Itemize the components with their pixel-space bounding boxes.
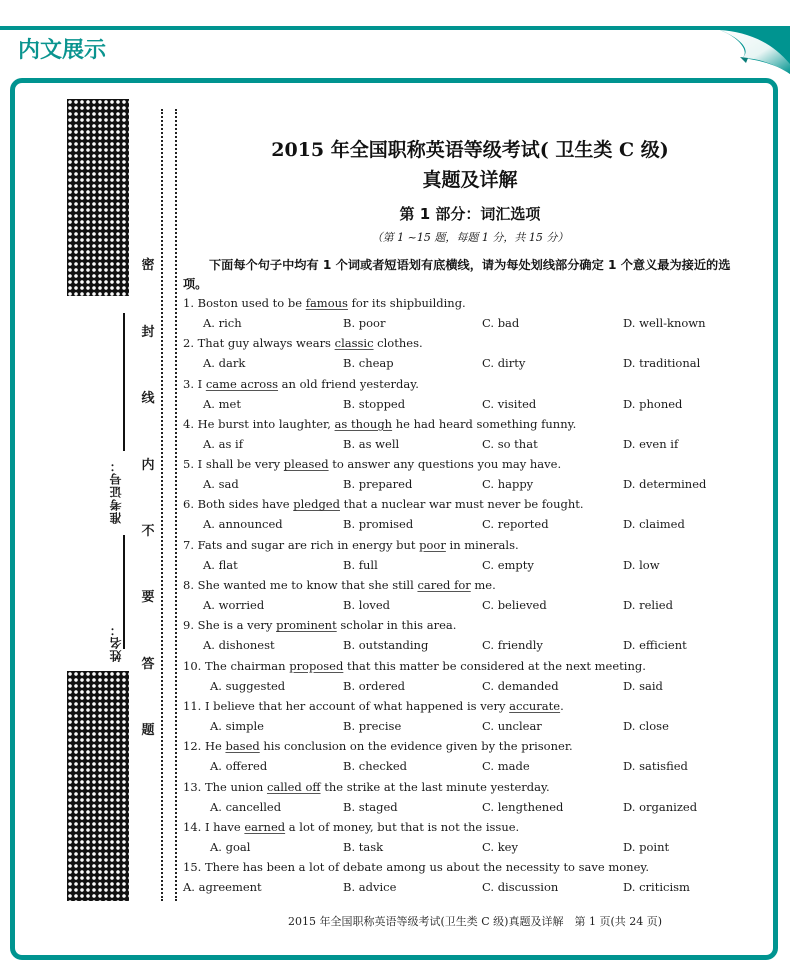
answer-option-d: D. low: [623, 557, 660, 572]
seal-char: 答: [141, 657, 155, 672]
answer-option-c: C. dirty: [482, 356, 526, 371]
answer-options: [183, 635, 753, 655]
question-text: I shall be very: [197, 457, 284, 472]
underlined-term: proposed: [289, 658, 344, 673]
answer-option-b: B. loved: [343, 598, 391, 613]
answer-option-a: A. dishonest: [203, 638, 275, 653]
question-text: clothes.: [373, 336, 423, 351]
answer-option-a: A. rich: [203, 316, 242, 330]
question-item: [183, 696, 753, 736]
question-item: [183, 333, 753, 373]
question-text: that a nuclear war must never be fought.: [339, 497, 584, 512]
answer-option-a: A. goal: [210, 839, 251, 854]
id-number-label: 准考证号：: [109, 459, 123, 524]
answer-option-a: A. flat: [203, 557, 238, 572]
question-stem: [183, 615, 753, 635]
question-number: 14.: [183, 819, 202, 834]
binding-dashed-line: [161, 109, 163, 901]
seal-char: 密: [141, 258, 155, 273]
question-number: 6.: [183, 497, 194, 512]
answer-option-a: A. cancelled: [210, 799, 282, 814]
seal-char: 不: [141, 524, 155, 539]
answer-option-a: A. announced: [203, 517, 283, 532]
answer-option-c: C. lengthened: [482, 799, 564, 814]
question-text: to answer any questions you may have.: [328, 457, 562, 472]
question-item: [183, 575, 753, 615]
page-curl-decoration: [700, 30, 790, 74]
question-number: 3.: [183, 376, 194, 391]
answer-option-b: B. as well: [343, 436, 400, 451]
page-footer: 2015 年全国职称英语等级考试(卫生类 C 级)真题及详解 第 1 页(共 24 页): [287, 915, 663, 928]
answer-option-c: C. key: [482, 839, 518, 854]
question-number: 12.: [183, 739, 202, 754]
question-stem: [183, 374, 753, 394]
underlined-term: classic: [334, 336, 374, 351]
answer-options: [183, 756, 753, 776]
underlined-term: accurate: [509, 698, 561, 713]
id-number-blank: [123, 313, 125, 451]
question-number: 10.: [183, 658, 202, 673]
question-text: He burst into laughter,: [197, 416, 335, 431]
answer-option-a: A. sad: [203, 477, 239, 492]
question-text: He: [204, 739, 226, 754]
header-band: [0, 26, 790, 30]
answer-options: [183, 394, 753, 414]
question-item: [183, 736, 753, 776]
question-text: She wanted me to know that she still: [197, 578, 418, 593]
question-stem: [183, 696, 753, 716]
answer-options: [183, 877, 753, 897]
question-stem: [183, 414, 753, 434]
question-item: [183, 777, 753, 817]
answer-option-d: D. relied: [623, 598, 673, 613]
underlined-term: called off: [266, 779, 321, 794]
underlined-term: based: [225, 739, 260, 754]
answer-options: [183, 514, 753, 534]
answer-option-b: B. checked: [343, 759, 407, 774]
answer-option-d: D. satisfied: [623, 759, 688, 774]
answer-option-c: C. visited: [482, 396, 537, 411]
answer-option-b: B. ordered: [343, 678, 406, 693]
answer-option-d: D. close: [623, 718, 669, 733]
question-text: I have: [204, 819, 245, 834]
question-number: 5.: [183, 457, 194, 472]
answer-option-c: C. made: [482, 759, 530, 774]
answer-option-a: A. worried: [203, 598, 265, 613]
answer-option-b: B. poor: [343, 316, 386, 330]
answer-option-a: A. as if: [203, 436, 243, 451]
question-list: [183, 293, 753, 897]
question-text: the strike at the last minute yesterday.: [320, 779, 550, 794]
underlined-term: pledged: [293, 497, 340, 512]
question-text: I believe that her account of what happened is very: [204, 698, 510, 713]
seal-char: 线: [141, 391, 155, 406]
question-text: Both sides have: [197, 497, 294, 512]
question-text: The chairman: [204, 658, 290, 673]
underlined-term: came across: [205, 376, 279, 391]
answer-option-d: D. organized: [623, 799, 698, 814]
answer-option-c: C. reported: [482, 517, 549, 532]
answer-option-b: B. outstanding: [343, 638, 429, 653]
answer-option-a: A. agreement: [183, 880, 262, 895]
question-stem: [183, 736, 753, 756]
question-stem: [183, 535, 753, 555]
answer-options: [183, 434, 753, 454]
answer-option-c: C. empty: [482, 557, 534, 572]
question-text: Fats and sugar are rich in energy but: [197, 537, 420, 552]
answer-options: [183, 474, 753, 494]
answer-option-c: C. discussion: [482, 880, 559, 895]
document-frame: [10, 78, 778, 960]
answer-options: [183, 797, 753, 817]
answer-option-a: A. offered: [210, 759, 268, 774]
question-number: 9.: [183, 618, 194, 633]
answer-option-b: B. full: [343, 557, 378, 572]
underlined-term: cared for: [417, 578, 471, 593]
question-stem: [183, 857, 753, 877]
answer-options: [183, 313, 753, 333]
question-item: [183, 374, 753, 414]
answer-options: [183, 837, 753, 857]
answer-option-b: B. prepared: [343, 477, 413, 492]
question-text: an old friend yesterday.: [278, 376, 419, 391]
exam-page: [15, 83, 773, 955]
question-text: his conclusion on the evidence given by the prisoner.: [259, 739, 573, 754]
answer-option-c: C. happy: [482, 477, 534, 492]
seal-char: 题: [141, 723, 155, 738]
question-number: 2.: [183, 336, 194, 351]
question-text: .: [560, 698, 564, 713]
question-stem: [183, 293, 753, 313]
question-number: 4.: [183, 416, 194, 431]
question-text: The union: [204, 779, 267, 794]
seal-char: 内: [141, 458, 155, 473]
answer-option-c: C. unclear: [482, 718, 542, 733]
part-title: 第 1 部分：词汇选项: [399, 205, 541, 223]
answer-option-c: C. bad: [482, 316, 520, 330]
answer-options: [183, 595, 753, 615]
answer-option-c: C. so that: [482, 436, 538, 451]
question-item: [183, 817, 753, 857]
answer-option-d: D. traditional: [623, 356, 701, 371]
question-text: a lot of money, but that is not the issue.: [285, 819, 520, 834]
answer-options: [183, 555, 753, 575]
question-item: [183, 615, 753, 655]
answer-option-b: B. cheap: [343, 356, 394, 371]
answer-options: [183, 676, 753, 696]
question-item: [183, 494, 753, 534]
question-text: for its shipbuilding.: [347, 296, 466, 310]
question-stem: [183, 817, 753, 837]
question-item: [183, 293, 753, 333]
binding-dashed-line: [175, 109, 177, 901]
question-text: That guy always wears: [197, 336, 335, 351]
answer-option-b: B. staged: [343, 799, 398, 814]
exam-title: 2015 年全国职称英语等级考试( 卫生类 C 级): [271, 139, 669, 161]
question-number: 13.: [183, 779, 202, 794]
question-text: She is a very: [197, 618, 277, 633]
answer-option-a: A. dark: [203, 356, 246, 371]
question-stem: [183, 575, 753, 595]
answer-option-b: B. promised: [343, 517, 414, 532]
answer-option-d: D. point: [623, 839, 670, 854]
question-text: scholar in this area.: [336, 618, 457, 633]
answer-option-d: D. criticism: [623, 880, 690, 895]
question-text: I: [197, 376, 206, 391]
answer-option-c: C. demanded: [482, 678, 559, 693]
question-stem: [183, 454, 753, 474]
question-stem: [183, 777, 753, 797]
checker-pattern-bottom: [67, 671, 129, 901]
part-subtitle: （第 1 ~15 题，每题 1 分，共 15 分）: [371, 231, 569, 244]
seal-char: 封: [141, 325, 155, 340]
question-item: [183, 857, 753, 897]
question-text: he had heard something funny.: [392, 416, 577, 431]
question-text: that this matter be considered at the next meeting.: [343, 658, 646, 673]
underlined-term: prominent: [276, 618, 337, 633]
question-stem: [183, 656, 753, 676]
answer-option-d: D. said: [623, 678, 663, 693]
question-item: [183, 454, 753, 494]
question-number: 1.: [183, 296, 194, 310]
answer-option-d: D. even if: [623, 436, 679, 451]
question-stem: [183, 494, 753, 514]
answer-option-d: D. efficient: [623, 638, 687, 653]
answer-option-c: C. believed: [482, 598, 547, 613]
underlined-term: earned: [244, 819, 286, 834]
instructions: 下面每个句子中均有 1 个词或者短语划有底横线，请为每处划线部分确定 1 个意义最为接近的选项。: [183, 258, 731, 291]
question-number: 7.: [183, 537, 194, 552]
underlined-term: famous: [305, 296, 348, 310]
question-text: There has been a lot of debate among us about the necessity to save money.: [204, 860, 650, 875]
underlined-term: as though: [334, 416, 393, 431]
name-label: 姓名：: [109, 623, 123, 662]
answer-option-b: B. precise: [343, 718, 402, 733]
question-item: [183, 535, 753, 575]
question-text: me.: [470, 578, 496, 593]
question-stem: [183, 333, 753, 353]
answer-option-d: D. determined: [623, 477, 707, 492]
question-number: 15.: [183, 860, 202, 875]
checker-pattern-top: [67, 99, 129, 296]
question-text: Boston used to be: [197, 296, 306, 310]
answer-option-b: B. task: [343, 839, 384, 854]
question-item: [183, 656, 753, 696]
answer-option-d: D. well-known: [623, 316, 706, 330]
answer-option-a: A. met: [203, 396, 241, 411]
answer-option-c: C. friendly: [482, 638, 543, 653]
underlined-term: pleased: [283, 457, 329, 472]
answer-option-d: D. phoned: [623, 396, 683, 411]
answer-options: [183, 716, 753, 736]
answer-option-a: A. simple: [210, 718, 264, 733]
answer-option-b: B. stopped: [343, 396, 406, 411]
answer-option-b: B. advice: [343, 880, 397, 895]
question-number: 8.: [183, 578, 194, 593]
seal-char: 要: [141, 590, 155, 605]
question-number: 11.: [183, 698, 202, 713]
question-item: [183, 414, 753, 454]
answer-option-d: D. claimed: [623, 517, 685, 532]
question-text: in minerals.: [445, 537, 519, 552]
exam-subtitle: 真题及详解: [422, 169, 518, 191]
underlined-term: poor: [419, 537, 446, 552]
answer-options: [183, 353, 753, 373]
answer-option-a: A. suggested: [210, 678, 286, 693]
section-title: 内文展示: [18, 38, 107, 63]
